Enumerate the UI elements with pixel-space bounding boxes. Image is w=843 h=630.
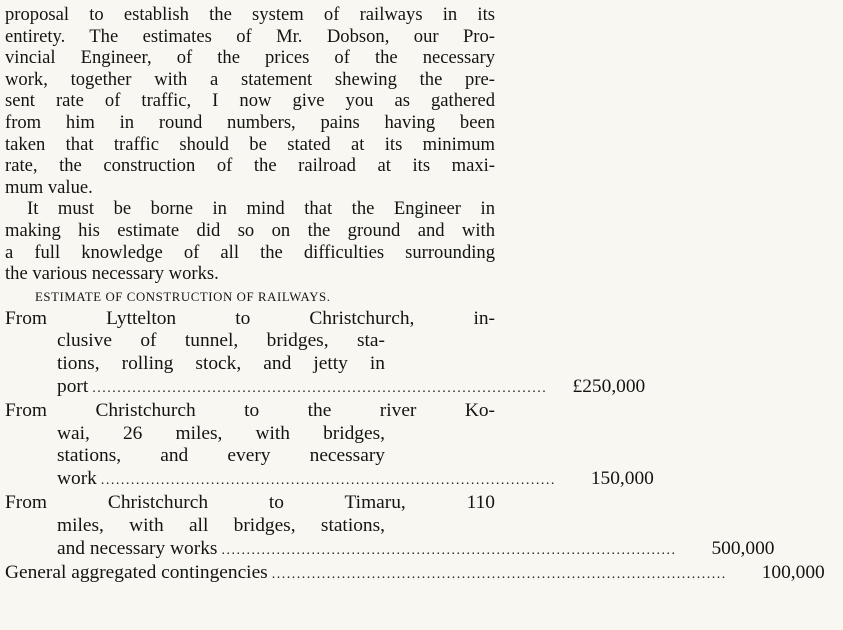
item-line: From Christchurch to the river Ko- [5,400,495,422]
estimate-item-timaru [5,492,775,562]
estimate-item-lyttelton [5,307,646,400]
item-line: General aggregated contingencies [5,562,268,584]
item-line: stations, and every necessary [57,445,385,467]
item-line: From Lyttelton to Christchurch, in- [5,307,495,329]
text-line: a full knowledge of all the difficulties surrounding [5,241,495,263]
text-line: It must be borne in mind that the Engineer in [27,198,495,220]
item-amount: 100,000 [761,562,825,584]
text-line: the various necessary works. [5,263,219,285]
item-line: tions, rolling stock, and jetty in [57,352,385,374]
text-line: making his estimate did so on the ground and with [5,219,495,241]
text-line: taken that traffic should be stated at its minimum [5,133,495,155]
estimate-table [5,307,825,587]
text-line: entirety. The estimates of Mr. Dobson, our Pro- [5,25,495,47]
item-line: wai, 26 miles, with bridges, [57,422,385,444]
item-line: port [57,375,89,397]
item-line: and necessary works [57,537,218,559]
leader-dots: ........................................................................................... [92,380,548,396]
item-line: From Christchurch to Timaru, 110 [5,492,495,514]
estimate-item-contingencies [5,562,825,587]
item-amount: 500,000 [711,537,775,559]
item-amount: £250,000 [572,375,646,397]
text-line: proposal to establish the system of railways in its [5,4,495,25]
text-line: work, together with a statement shewing the pre- [5,68,495,90]
leader-dots: ........................................................................................... [100,472,556,488]
text-line: vincial Engineer, of the prices of the necessary [5,47,495,69]
text-line: sent rate of traffic, I now give you as gathered [5,90,495,112]
text-line: rate, the construction of the railroad at its maxi- [5,155,495,177]
leader-dots: ........................................................................................... [271,567,727,583]
paragraph-engineer [5,198,495,284]
estimate-heading: ESTIMATE OF CONSTRUCTION OF RAILWAYS. [35,289,331,304]
item-amount: 150,000 [590,467,654,489]
item-line: work [57,467,97,489]
text-line: mum value. [5,176,93,198]
item-line: clusive of tunnel, bridges, sta- [57,330,385,352]
text-line: from him in round numbers, pains having been [5,111,495,133]
item-line: miles, with all bridges, stations, [57,515,385,537]
paragraph-proposal [5,4,495,198]
leader-dots: ........................................................................................... [221,542,677,558]
estimate-item-kowai [5,400,654,492]
